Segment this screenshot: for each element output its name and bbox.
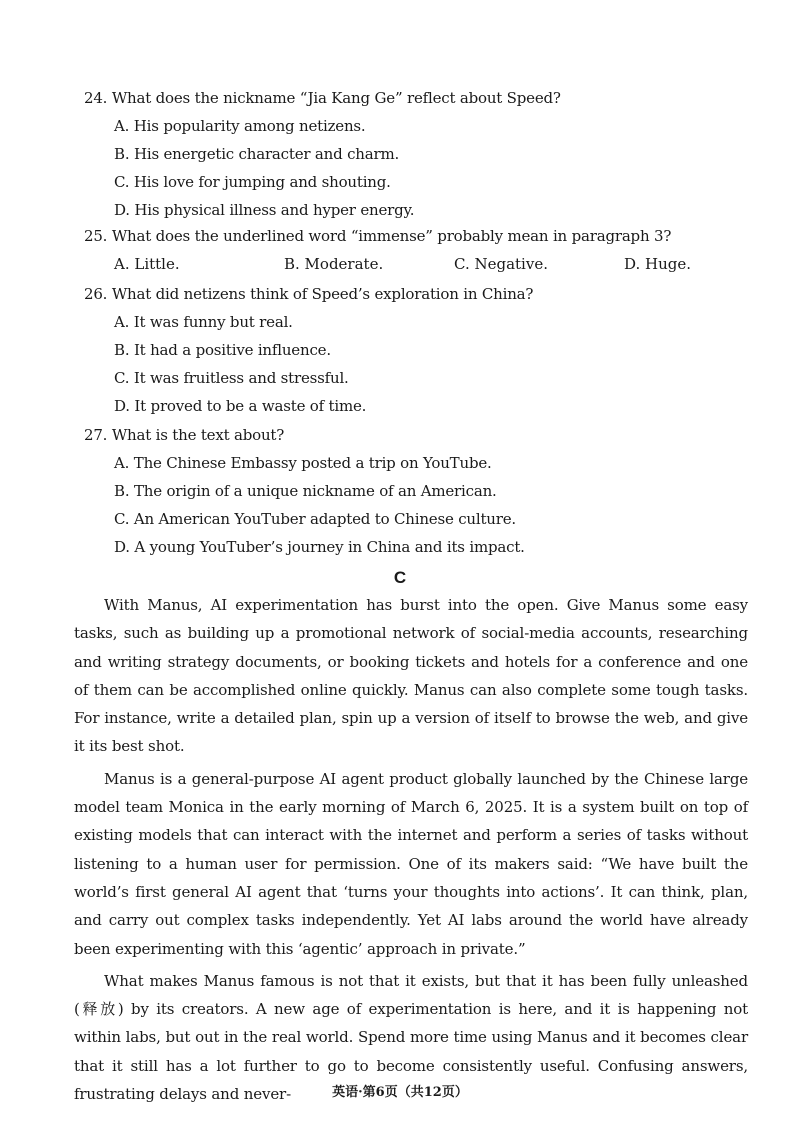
- option-a: A. His popularity among netizens.: [114, 117, 366, 135]
- option-b: B. Moderate.: [284, 255, 384, 273]
- option-d: D. A young YouTuber’s journey in China and its impact.: [114, 538, 525, 556]
- question-stem: 24. What does the nickname “Jia Kang Ge” reflect about Speed?: [84, 89, 561, 107]
- option-row: [84, 250, 764, 278]
- question-stem: 25. What does the underlined word “immense” probably mean in paragraph 3?: [84, 227, 672, 245]
- passage-paragraph-3: What makes Manus famous is not that it exists, but that it has been fully unleashed (释放) by its creators. A new age of experimentation is here, and it is happening not within labs, but out in the real world. Spend more time using Manus and it becomes clear that it still has a lot further to go to become consistently useful. Confusing answers, frustrating delays and never-: [74, 971, 748, 1104]
- page-footer: 英语·第6页（共12页）: [332, 1085, 468, 1100]
- option-c: C. Negative.: [454, 255, 548, 273]
- question-stem: 27. What is the text about?: [84, 426, 285, 444]
- question-27: [84, 424, 764, 561]
- option-a: A. It was funny but real.: [114, 313, 293, 331]
- option-a: A. Little.: [114, 255, 180, 273]
- passage-paragraph-1: With Manus, AI experimentation has burst into the open. Give Manus some easy tasks, such as building up a promotional network of social-media accounts, researching and writing strategy documents, or booking tickets and hotels for a conference and one of them can be accomplished online quickly. Manus can also complete some tough tasks. For instance, write a detailed plan, spin up a version of itself to browse the web, and give it its best shot.: [74, 596, 748, 756]
- option-c: C. It was fruitless and stressful.: [114, 369, 349, 387]
- question-26: [84, 283, 764, 420]
- question-25: [84, 225, 764, 278]
- option-c: C. His love for jumping and shouting.: [114, 173, 391, 191]
- reading-passage: [74, 591, 748, 1108]
- section-title: C: [393, 568, 407, 587]
- passage-paragraph-2: Manus is a general-purpose AI agent product globally launched by the Chinese large model team Monica in the early morning of March 6, 2025. It is a system built on top of existing models that can interact with the internet and perform a series of tasks without listening to a human user for permission. One of its makers said: “We have built the world’s first general AI agent that ‘turns your thoughts into actions’. It can think, plan, and carry out complex tasks independently. Yet AI labs around the world have already been experimenting with this ‘agentic’ approach in private.”: [74, 769, 748, 958]
- option-b: B. The origin of a unique nickname of an American.: [114, 482, 497, 500]
- option-a: A. The Chinese Embassy posted a trip on YouTube.: [114, 454, 492, 472]
- option-c: C. An American YouTuber adapted to Chinese culture.: [114, 510, 516, 528]
- option-d: D. It proved to be a waste of time.: [114, 397, 367, 415]
- question-24: [84, 87, 764, 224]
- question-stem: 26. What did netizens think of Speed’s exploration in China?: [84, 285, 534, 303]
- option-d: D. His physical illness and hyper energy.: [114, 201, 415, 219]
- option-b: B. His energetic character and charm.: [114, 145, 400, 163]
- option-b: B. It had a positive influence.: [114, 341, 331, 359]
- option-d: D. Huge.: [624, 255, 692, 273]
